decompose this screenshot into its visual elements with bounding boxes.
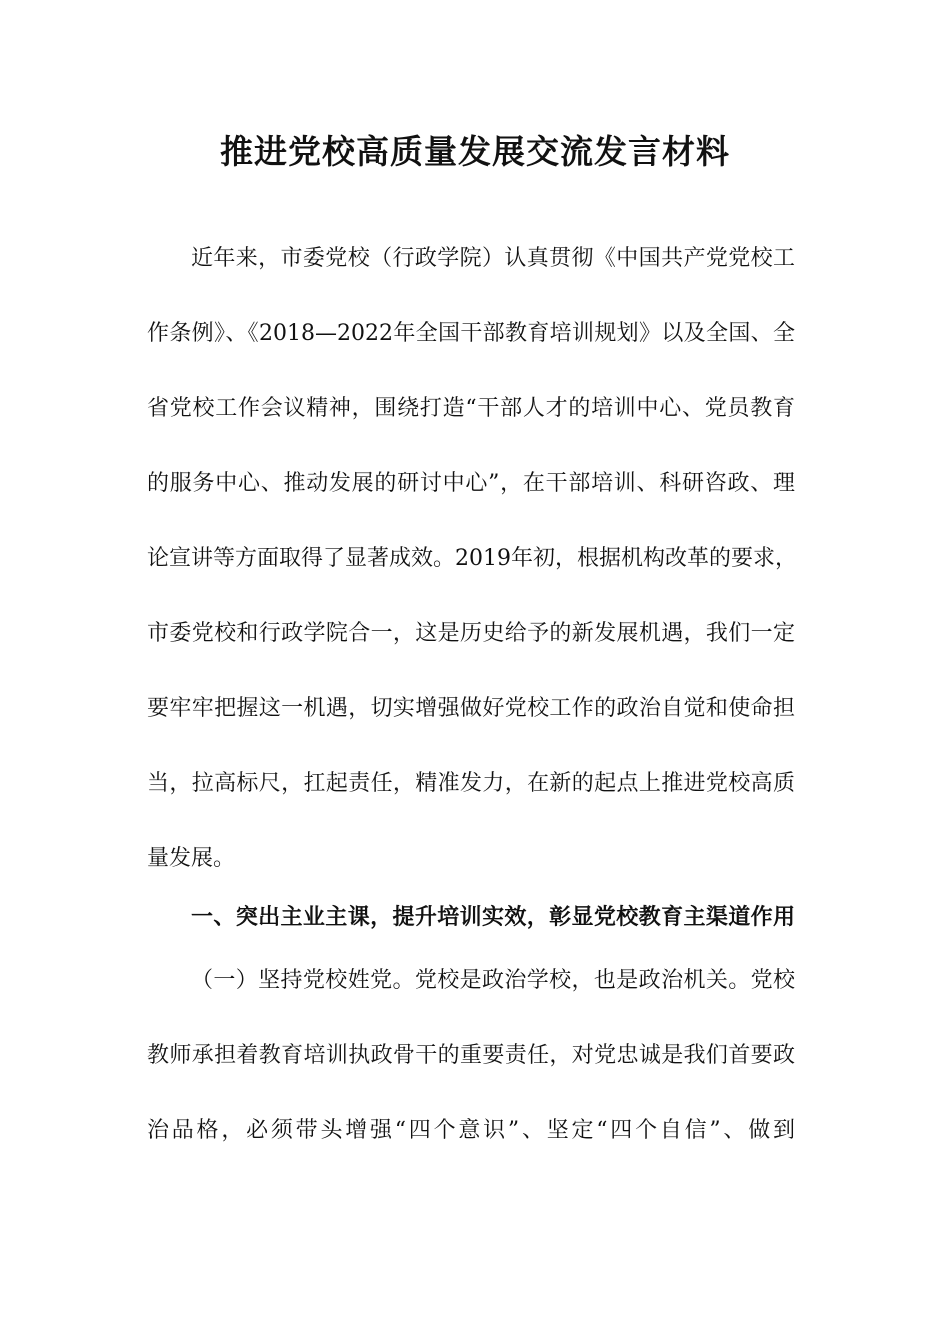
paragraph-line: 治品格，必须带头增强“四个意识”、坚定“四个自信”、做到 <box>147 1118 795 1143</box>
paragraph-line: 的服务中心、推动发展的研讨中心”，在干部培训、科研咨政、理 <box>147 471 795 496</box>
paragraph-line: 作条例》、《2018—2022年全国干部教育培训规划》以及全国、全 <box>147 321 795 346</box>
paragraph-line: 论宣讲等方面取得了显著成效。2019年初，根据机构改革的要求， <box>147 546 797 571</box>
document-title: 推进党校高质量发展交流发言材料 <box>220 132 730 171</box>
paragraph-line: 要牢牢把握这一机遇，切实增强做好党校工作的政治自觉和使命担 <box>147 696 795 721</box>
paragraph-line: 当，拉高标尺，扛起责任，精准发力，在新的起点上推进党校高质 <box>147 771 795 796</box>
paragraph-line: 省党校工作会议精神，围绕打造“干部人才的培训中心、党员教育 <box>147 396 795 421</box>
section-paragraph <box>147 943 795 1168</box>
paragraph-line: 教师承担着教育培训执政骨干的重要责任，对党忠诚是我们首要政 <box>147 1043 795 1068</box>
paragraph-line: （一）坚持党校姓党。党校是政治学校，也是政治机关。党校 <box>191 968 795 993</box>
paragraph-line: 近年来，市委党校（行政学院）认真贯彻《中国共产党党校工 <box>191 246 795 271</box>
paragraph-line: 量发展。 <box>147 846 236 871</box>
section-heading: 一、突出主业主课，提升培训实效，彰显党校教育主渠道作用 <box>191 904 795 930</box>
intro-paragraph <box>147 221 795 896</box>
paragraph-line: 市委党校和行政学院合一，这是历史给予的新发展机遇，我们一定 <box>147 621 795 646</box>
